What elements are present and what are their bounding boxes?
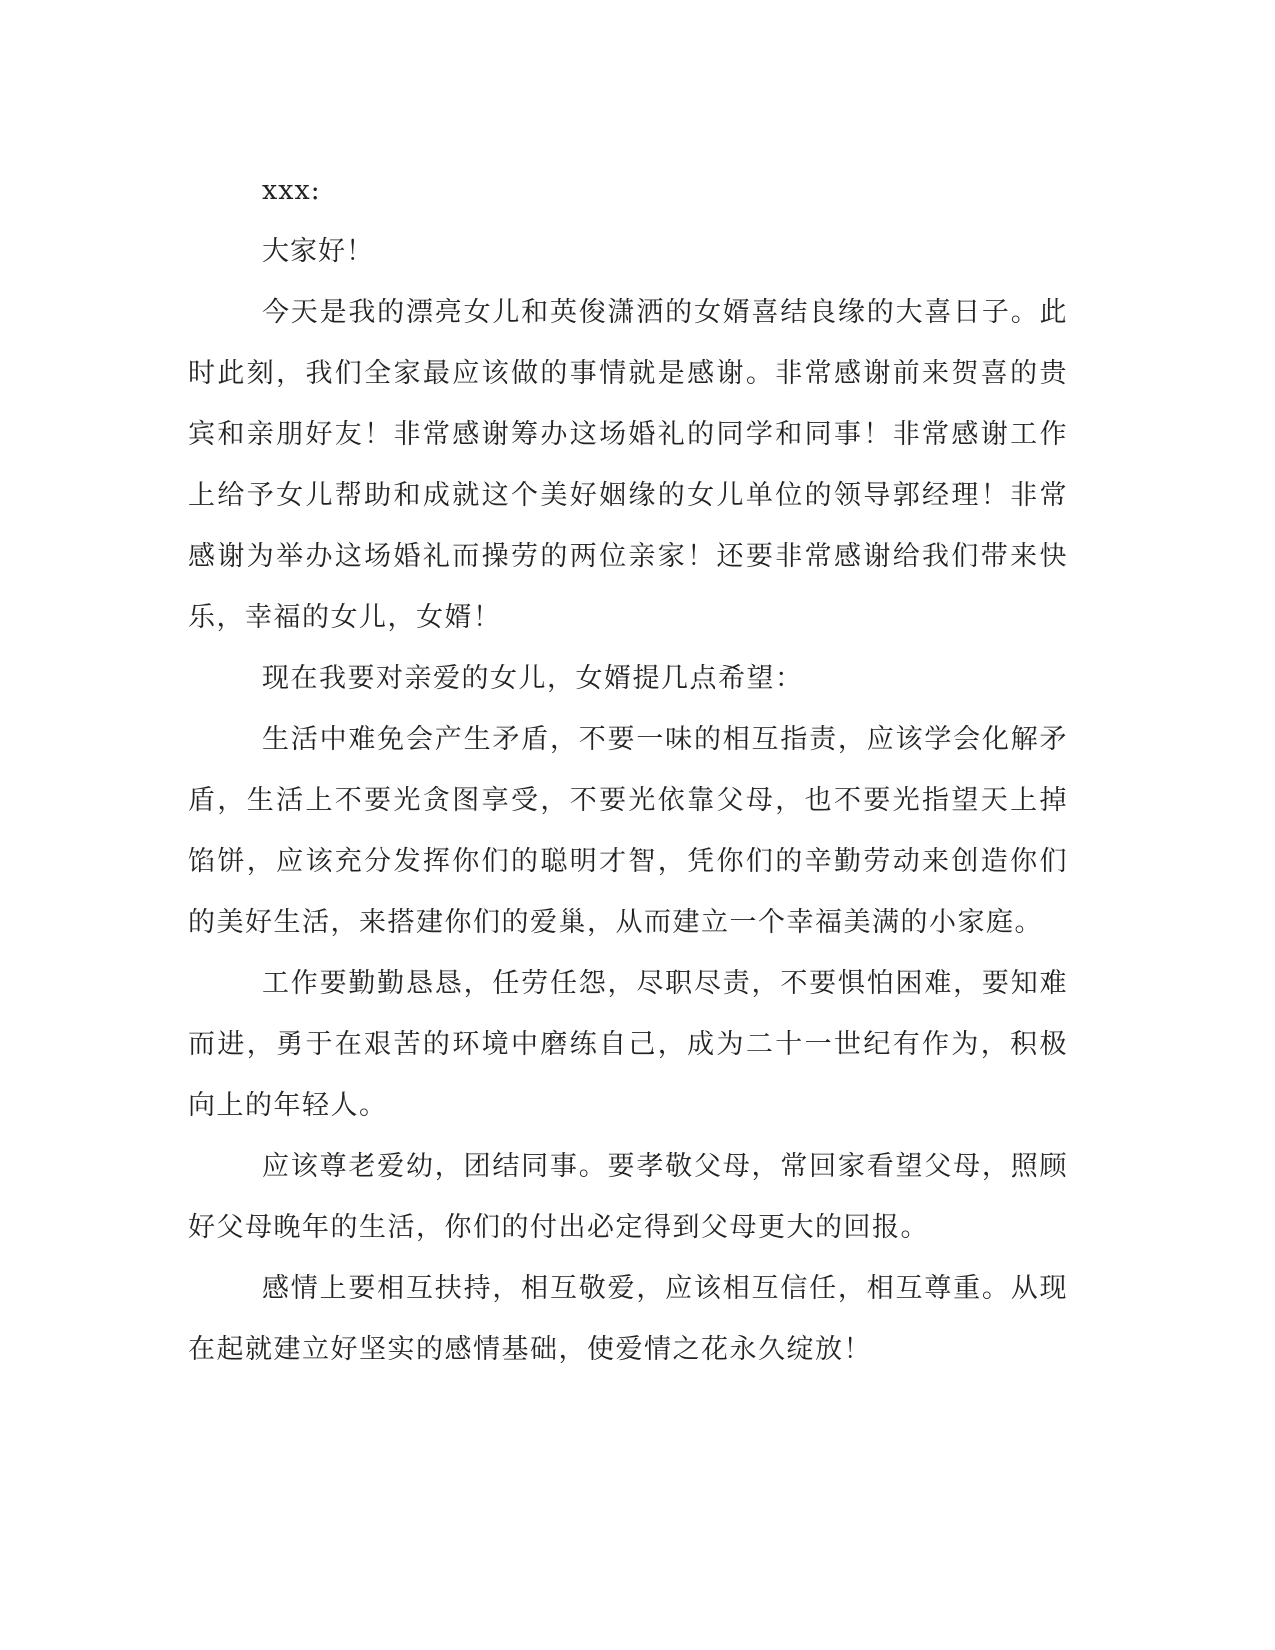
paragraph-family: 应该尊老爱幼，团结同事。要孝敬父母，常回家看望父母，照顾好父母晚年的生活，你们的付出必定得到父母更大的回报。	[188, 1151, 1068, 1243]
paragraph-love: 感情上要相互扶持，相互敬爱，应该相互信任，相互尊重。从现在起就建立好坚实的感情基础，使爱情之花永久绽放！	[188, 1273, 1068, 1365]
paragraph-hopes-intro: 现在我要对亲爱的女儿，女婿提几点希望：	[262, 663, 804, 694]
paragraph-life: 生活中难免会产生矛盾，不要一味的相互指责，应该学会化解矛盾，生活上不要光贪图享受，不要光依靠父母，也不要光指望天上掉馅饼，应该充分发挥你们的聪明才智，凭你们的辛勤劳动来创造你们的美好生活，来搭建你们的爱巢，从而建立一个幸福美满的小家庭。	[188, 724, 1068, 938]
salutation: xxx:	[262, 175, 321, 206]
paragraph-thanks: 今天是我的漂亮女儿和英俊潇洒的女婿喜结良缘的大喜日子。此时此刻，我们全家最应该做的事情就是感谢。非常感谢前来贺喜的贵宾和亲朋好友！非常感谢筹办这场婚礼的同学和同事！非常感谢工作上给予女儿帮助和成就这个美好姻缘的女儿单位的领导郭经理！非常感谢为举办这场婚礼而操劳的两位亲家！还要非常感谢给我们带来快乐，幸福的女儿，女婿！	[188, 297, 1068, 633]
paragraph-work: 工作要勤勤恳恳，任劳任怨，尽职尽责，不要惧怕困难，要知难而进，勇于在艰苦的环境中磨练自己，成为二十一世纪有作为，积极向上的年轻人。	[188, 968, 1068, 1121]
document-body	[188, 160, 1068, 1380]
greeting: 大家好！	[262, 236, 374, 267]
